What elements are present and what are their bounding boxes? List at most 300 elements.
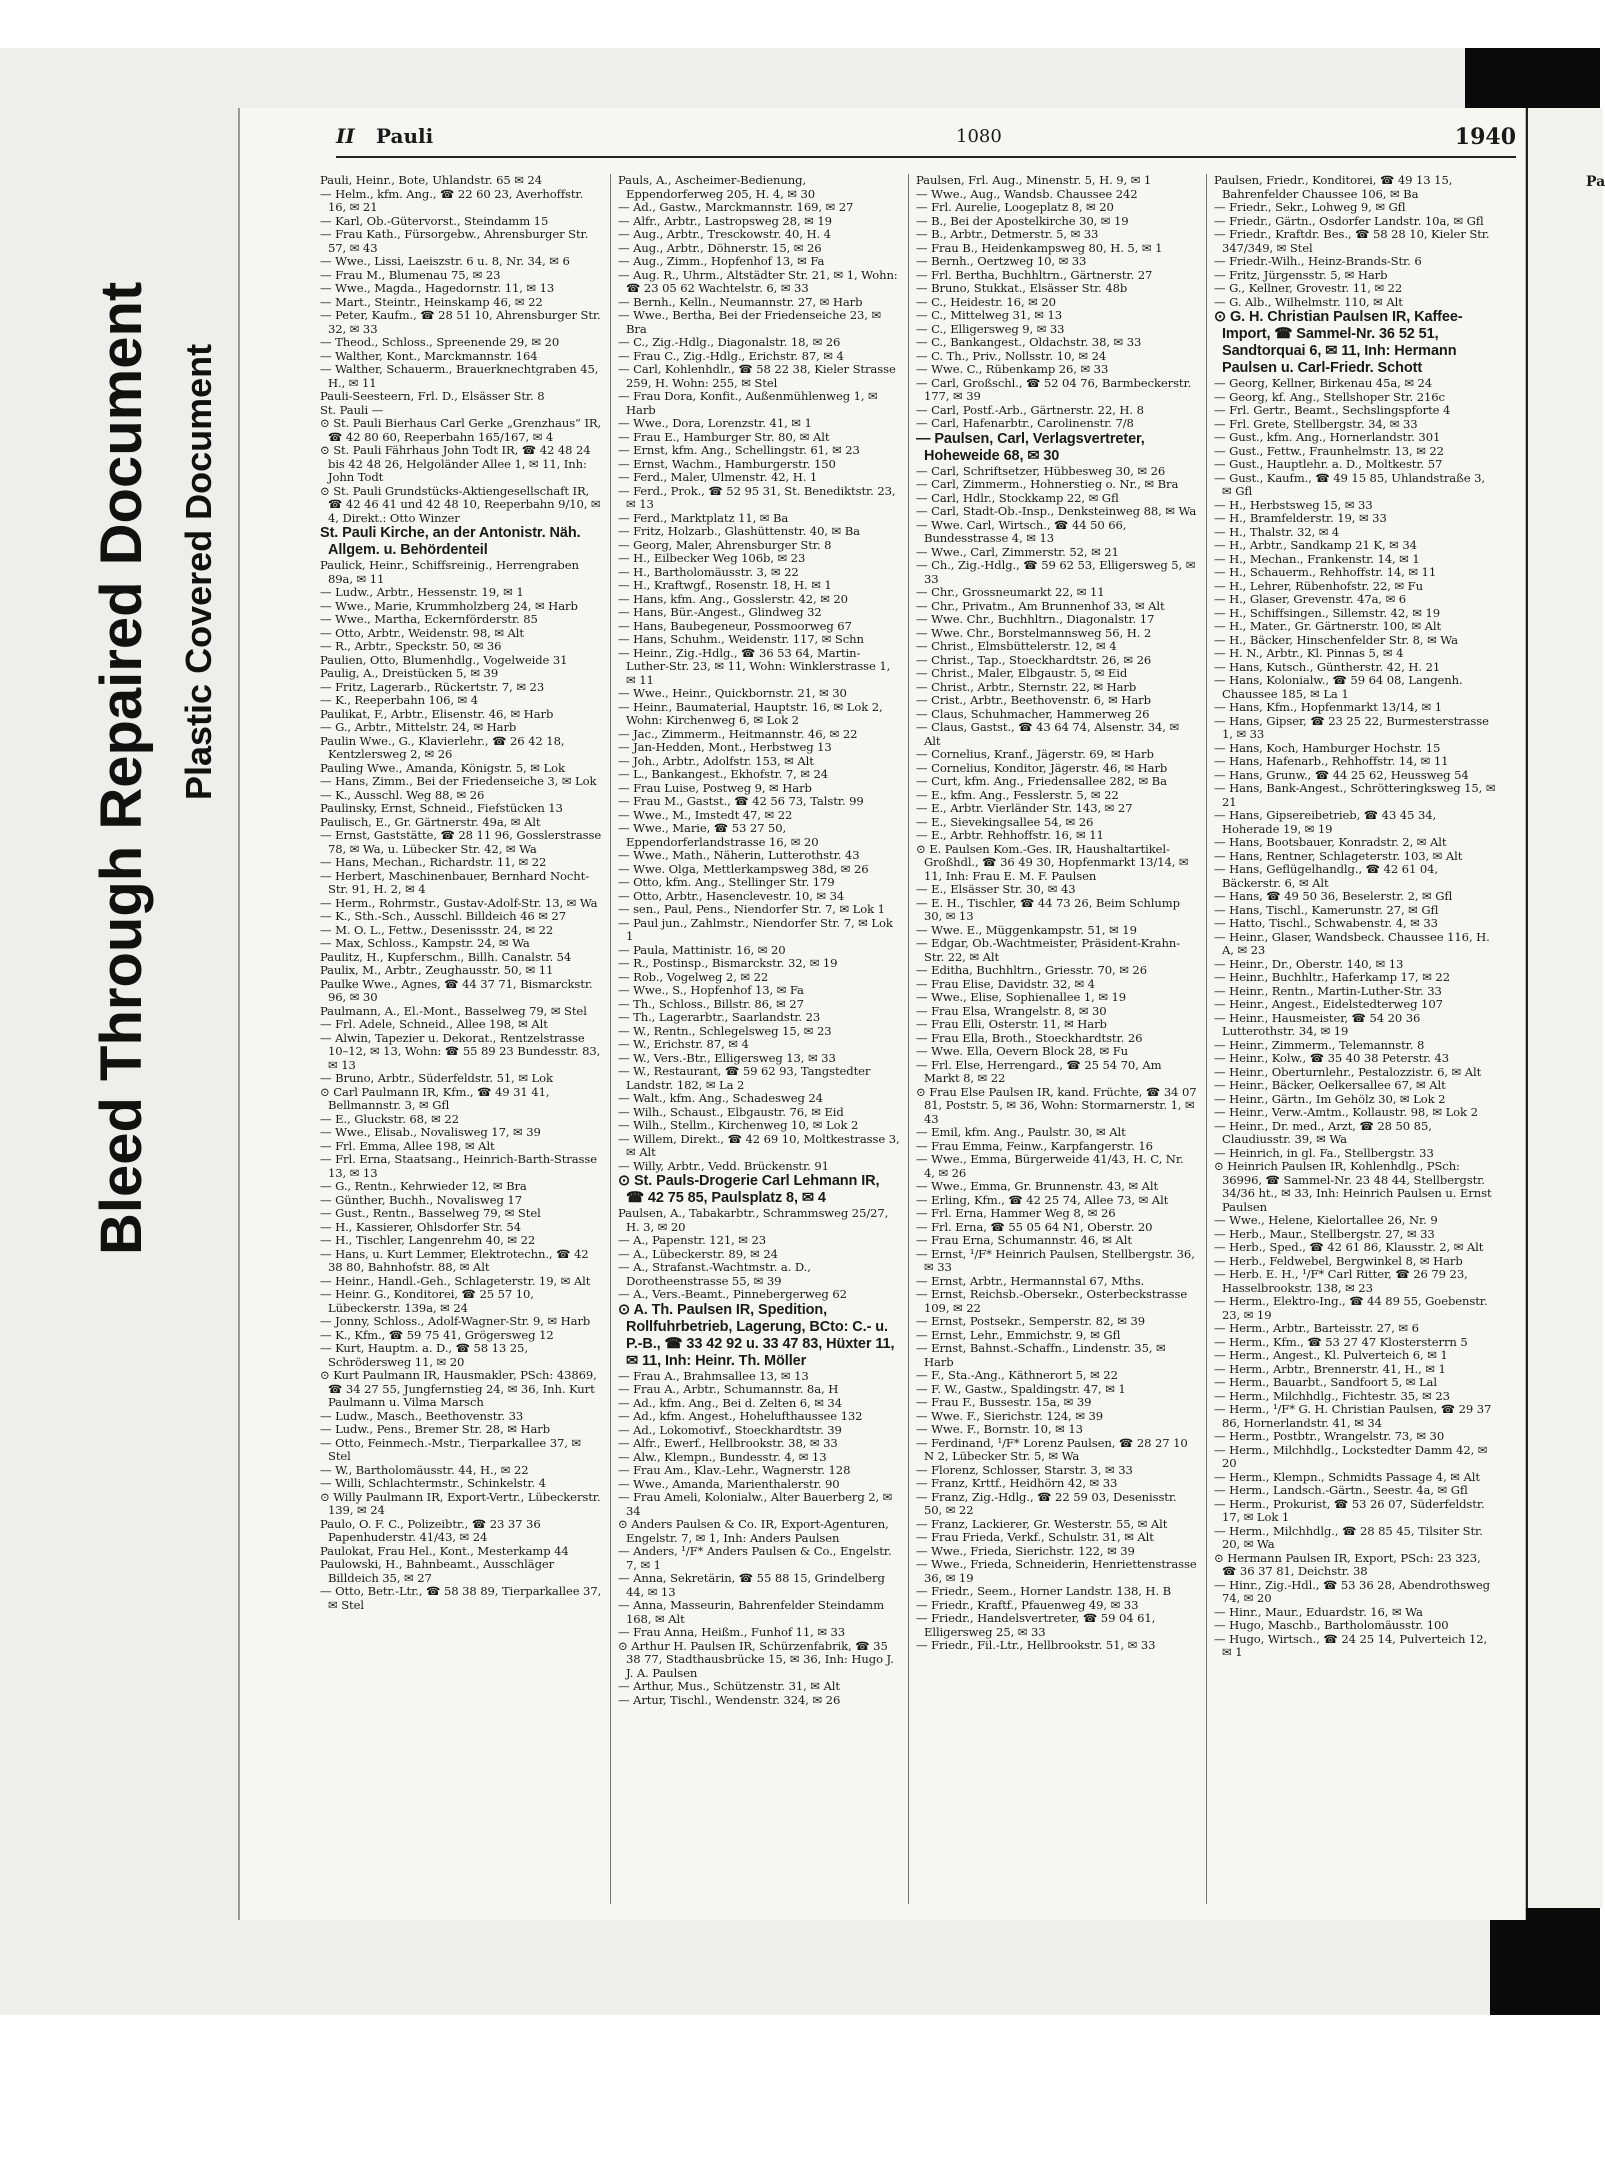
- directory-entry: — Frau A., Arbtr., Schumannstr. 8a, H: [618, 1382, 839, 1396]
- directory-entry: — Heinr., Handl.-Geh., Schlageterstr. 19, ✉ Alt: [320, 1273, 591, 1288]
- directory-entry: — Hans, Gipser, ☎ 23 25 22, Burmesterstrasse 1, ✉ 33: [1214, 713, 1489, 741]
- directory-entry: — Frau Luise, Postweg 9, ✉ Harb: [618, 780, 812, 795]
- directory-entry: — K., Reeperbahn 106, ✉ 4: [320, 693, 479, 707]
- directory-entry: — Wwe. E., Müggenkampstr. 51, ✉ 19: [916, 922, 1137, 937]
- directory-entry: — Wwe., Emma, Gr. Brunnenstr. 43, ✉ Alt: [916, 1179, 1159, 1193]
- directory-entry: — Herm., Elektro-Ing., ☎ 44 89 55, Goebenstr. 23, ✉ 19: [1214, 1294, 1488, 1322]
- directory-entry: — Frl. Emma, Allee 198, ✉ Alt: [320, 1138, 495, 1153]
- directory-entry: — Hans, Geflügelhandlg., ☎ 42 61 04, Bäckerstr. 6, ✉ Alt: [1214, 862, 1438, 890]
- directory-entry: — K., Ausschl. Weg 88, ✉ 26: [320, 787, 485, 802]
- directory-entry: — Anna, Sekretärin, ☎ 55 88 15, Grindelberg 44, ✉ 13: [618, 1571, 885, 1599]
- directory-entry: — Aug., Arbtr., Tresckowstr. 40, H. 4: [618, 227, 831, 241]
- directory-entry: — Herb., Feldwebel, Bergwinkel 8, ✉ Harb: [1214, 1253, 1463, 1268]
- directory-entry: — H., Bäcker, Hinschenfelder Str. 8, ✉ Wa: [1214, 632, 1458, 647]
- directory-entry: — Hans, Bank-Angest., Schrötteringksweg 15, ✉ 21: [1214, 781, 1496, 809]
- directory-entry: Pauls, A., Ascheimer-Bedienung, Eppendorferweg 205, H. 4, ✉ 30: [618, 173, 816, 201]
- directory-entry: Paulke Wwe., Agnes, ☎ 44 37 71, Bismarckstr. 96, ✉ 30: [320, 976, 593, 1004]
- directory-entry: — Wwe., Elisab., Novalisweg 17, ✉ 39: [320, 1125, 541, 1139]
- column-2: [618, 174, 900, 1904]
- directory-entry: — Curt, kfm. Ang., Friedensallee 282, ✉ Ba: [916, 774, 1167, 788]
- directory-entry: — Peter, Kaufm., ☎ 28 51 10, Ahrensburger Str. 32, ✉ 33: [320, 308, 601, 336]
- directory-entry: — Jac., Zimmerm., Heitmannstr. 46, ✉ 22: [618, 726, 858, 741]
- directory-entry: — Herm., Angest., Kl. Pulverteich 6, ✉ 1: [1214, 1348, 1448, 1362]
- directory-entry: — Friedr.-Wilh., Heinz-Brands-Str. 6: [1214, 254, 1422, 268]
- directory-entry: — Claus, Gastst., ☎ 43 64 74, Alsenstr. 34, ✉ Alt: [916, 720, 1180, 748]
- directory-entry: — Jan-Hedden, Mont., Herbstweg 13: [618, 740, 832, 754]
- directory-entry: — Friedr., Gärtn., Osdorfer Landstr. 10a, ✉ Gfl: [1214, 213, 1484, 228]
- directory-entry: — Frau Kath., Fürsorgebw., Ahrensburger Str. 57, ✉ 43: [320, 227, 589, 255]
- top-margin: [0, 0, 1600, 48]
- directory-entry: — E., Elsässer Str. 30, ✉ 43: [916, 882, 1076, 896]
- directory-entry: — Frl. Adele, Schneid., Allee 198, ✉ Alt: [320, 1017, 548, 1031]
- directory-entry: — Friedr., Kraftf., Pfauenweg 49, ✉ 33: [916, 1597, 1139, 1612]
- directory-entry: — Hinr., Maur., Eduardstr. 16, ✉ Wa: [1214, 1604, 1423, 1619]
- directory-entry: — Jonny, Schloss., Adolf-Wagner-Str. 9, ✉ Harb: [320, 1314, 591, 1328]
- side-label-plastic-covered: Plastic Covered Document: [178, 343, 219, 800]
- directory-entry: St. Pauli —: [320, 402, 384, 417]
- directory-entry: — Aug. R., Uhrm., Altstädter Str. 21, ✉ 1, Wohn: ☎ 23 05 62 Wachtelstr. 6, ✉ 33: [618, 267, 898, 295]
- directory-entry: — Wwe., Elise, Sophienallee 1, ✉ 19: [916, 990, 1127, 1004]
- directory-entry: — H., Bramfelderstr. 19, ✉ 33: [1214, 511, 1387, 525]
- directory-entry: — C., Heidestr. 16, ✉ 20: [916, 294, 1056, 309]
- directory-entry: — H., Herbstsweg 15, ✉ 33: [1214, 497, 1373, 512]
- directory-entry: — Gust., Kaufm., ☎ 49 15 85, Uhlandstraße 3, ✉ Gfl: [1214, 470, 1485, 498]
- directory-entry: — Ferd., Maler, Ulmenstr. 42, H. 1: [618, 470, 818, 484]
- directory-entry: — Carl, Großschl., ☎ 52 04 76, Barmbeckerstr. 177, ✉ 39: [916, 375, 1192, 403]
- directory-entry: ⊙ Carl Paulmann IR, Kfm., ☎ 49 31 41, Bellmannstr. 3, ✉ Gfl: [320, 1084, 550, 1112]
- directory-entry: — Carl, Hafenarbtr., Carolinenstr. 7/8: [916, 416, 1134, 430]
- directory-entry: — A., Vers.-Beamt., Pinnebergerweg 62: [618, 1287, 847, 1301]
- directory-entry: — Wwe., S., Hopfenhof 13, ✉ Fa: [618, 983, 804, 997]
- directory-entry: — Frau M., Blumenau 75, ✉ 23: [320, 267, 501, 282]
- directory-entry: — Carl, Kohlenhdlr., ☎ 58 22 38, Kieler Strasse 259, H. Wohn: 255, ✉ Stel: [618, 362, 896, 390]
- directory-entry: — Wwe. Ella, Oevern Block 28, ✉ Fu: [916, 1044, 1129, 1058]
- directory-entry: — F. W., Gastw., Spaldingstr. 47, ✉ 1: [916, 1381, 1126, 1396]
- directory-entry: — Gust., Rentn., Basselweg 79, ✉ Stel: [320, 1206, 541, 1220]
- directory-entry: — G. Alb., Wilhelmstr. 110, ✉ Alt: [1214, 294, 1403, 309]
- directory-entry: — R., Postinsp., Bismarckstr. 32, ✉ 19: [618, 956, 838, 970]
- directory-entry: — Helm., kfm. Ang., ☎ 22 60 23, Averhoffstr. 16, ✉ 21: [320, 186, 584, 214]
- directory-entry: — Wwe., Marie, Krummholzberg 24, ✉ Harb: [320, 598, 578, 613]
- directory-entry: — Hans, Tischl., Kamerunstr. 27, ✉ Gfl: [1214, 902, 1439, 917]
- directory-entry: ⊙ Frau Else Paulsen IR, kand. Früchte, ☎ 34 07 81, Poststr. 5, ✉ 36, Wohn: Stormarnerstr. 1, ✉ 43: [916, 1084, 1197, 1126]
- header-year: 1940: [1454, 124, 1516, 150]
- directory-entry: — G., Arbtr., Mittelstr. 24, ✉ Harb: [320, 720, 517, 734]
- directory-page: [238, 108, 1525, 1920]
- directory-entry: — Wwe., Carl, Zimmerstr. 52, ✉ 21: [916, 544, 1119, 559]
- directory-entry: — H., Bartholomäusstr. 3, ✉ 22: [618, 564, 799, 579]
- directory-entry: — Willem, Direkt., ☎ 42 69 10, Moltkestrasse 3, ✉ Alt: [618, 1131, 900, 1159]
- directory-entry: — Ludw., Pens., Bremer Str. 28, ✉ Harb: [320, 1422, 551, 1436]
- directory-entry: — B., Bei der Apostelkirche 30, ✉ 19: [916, 213, 1129, 228]
- directory-entry: — Karl, Ob.-Gütervorst., Steindamm 15: [320, 213, 549, 228]
- directory-entry: — Ernst, Postsekr., Semperstr. 82, ✉ 39: [916, 1314, 1146, 1328]
- directory-entry: — Friedr., Seem., Horner Landstr. 138, H. B: [916, 1584, 1172, 1598]
- directory-entry: — Ad., Lokomotivf., Stoeckhardtstr. 39: [618, 1422, 842, 1437]
- directory-entry: — Ad., kfm. Angest., Hohelufthaussee 132: [618, 1409, 863, 1423]
- directory-entry: — Frau A., Brahmsallee 13, ✉ 13: [618, 1368, 809, 1383]
- directory-entry: — Frau Dora, Konfit., Außenmühlenweg 1, ✉ Harb: [618, 389, 878, 417]
- directory-entry: — Ad., Gastw., Marckmannstr. 169, ✉ 27: [618, 200, 854, 214]
- directory-entry: — H., Glaser, Grevenstr. 47a, ✉ 6: [1214, 592, 1407, 606]
- directory-entry: — Bruno, Stukkat., Elsässer Str. 48b: [916, 281, 1128, 295]
- directory-entry: — Ernst, kfm. Ang., Schellingstr. 61, ✉ 23: [618, 443, 860, 457]
- directory-entry: — Ernst, Lehr., Emmichstr. 9, ✉ Gfl: [916, 1327, 1121, 1342]
- directory-entry: — Frl. Gertr., Beamt., Sechslingspforte 4: [1214, 403, 1451, 417]
- directory-entry: — Gust., Hauptlehr. a. D., Moltkestr. 57: [1214, 457, 1443, 471]
- directory-entry: — Herm., Landsch.-Gärtn., Seestr. 4a, ✉ Gfl: [1214, 1483, 1468, 1497]
- directory-entry: — Otto, kfm. Ang., Stellinger Str. 179: [618, 875, 835, 889]
- directory-entry: — Friedr., Fil.-Ltr., Hellbrookstr. 51, ✉ 33: [916, 1638, 1156, 1652]
- directory-entry: — Hugo, Maschb., Bartholomäusstr. 100: [1214, 1618, 1449, 1632]
- directory-entry: — Hans, Bootsbauer, Konradstr. 2, ✉ Alt: [1214, 835, 1447, 849]
- directory-entry: — W., Vers.-Btr., Elligersweg 13, ✉ 33: [618, 1050, 836, 1065]
- directory-entry: — Heinr., Gärtn., Im Gehölz 30, ✉ Lok 2: [1214, 1091, 1446, 1106]
- directory-entry: — Hans, Rentner, Schlageterstr. 103, ✉ Alt: [1214, 848, 1463, 863]
- directory-entry: — W., Restaurant, ☎ 59 62 93, Tangstedter Landstr. 182, ✉ La 2: [618, 1064, 871, 1092]
- directory-entry: — C., Zig.-Hdlg., Diagonalstr. 18, ✉ 26: [618, 335, 841, 349]
- directory-entry: — Wwe., Bertha, Bei der Friedenseiche 23, ✉ Bra: [618, 308, 882, 336]
- directory-entry: — Frau Elise, Davidstr. 32, ✉ 4: [916, 976, 1095, 991]
- directory-entry: — Herm., Postbtr., Wrangelstr. 73, ✉ 30: [1214, 1429, 1445, 1443]
- directory-entry: ⊙ St. Pauls-Drogerie Carl Lehmann IR, ☎ 42 75 85, Paulsplatz 8, ✉ 4: [618, 1173, 880, 1206]
- directory-entry: — Frau Elsa, Wrangelstr. 8, ✉ 30: [916, 1003, 1107, 1018]
- directory-entry: — Fritz, Holzarb., Glashüttenstr. 40, ✉ Ba: [618, 524, 860, 538]
- directory-entry: — W., Rentn., Schlegelsweg 15, ✉ 23: [618, 1023, 832, 1038]
- directory-entry: — Heinr., Verw.-Amtm., Kollaustr. 98, ✉ Lok 2: [1214, 1105, 1478, 1119]
- directory-entry: ⊙ St. Pauli Fährhaus John Todt IR, ☎ 42 48 24 bis 42 48 26, Helgoländer Allee 1, ✉ 11, Inh: John Todt: [320, 443, 591, 484]
- page-number: 1080: [956, 126, 1002, 147]
- directory-entry: — Heinr., Glaser, Wandsbeck. Chaussee 116, H. A, ✉ 23: [1214, 929, 1490, 957]
- directory-entry: — A., Lübeckerstr. 89, ✉ 24: [618, 1246, 778, 1261]
- directory-entry: — Alw., Klempn., Bundesstr. 4, ✉ 13: [618, 1449, 827, 1464]
- directory-entry: Paulowski, H., Bahnbeamt., Ausschläger Billdeich 35, ✉ 27: [320, 1557, 555, 1585]
- directory-entry: — H., Schiffsingen., Sillemstr. 42, ✉ 19: [1214, 605, 1441, 620]
- directory-entry: — Bruno, Arbtr., Süderfeldstr. 51, ✉ Lok: [320, 1071, 553, 1085]
- directory-entry: — H., Tischler, Langenrehm 40, ✉ 22: [320, 1233, 536, 1247]
- directory-entry: — Heinr., Zimmerm., Telemannstr. 8: [1214, 1037, 1425, 1052]
- directory-entry: — Hans, kfm. Ang., Gosslerstr. 42, ✉ 20: [618, 591, 848, 606]
- next-page-fragment: Pa: [1586, 174, 1605, 190]
- directory-entry: — Paul jun., Zahlmstr., Niendorfer Str. 7, ✉ Lok 1: [618, 915, 893, 943]
- directory-entry: — Otto, Betr.-Ltr., ☎ 58 38 89, Tierparkallee 37, ✉ Stel: [320, 1584, 602, 1612]
- directory-entry: — Carl, Schriftsetzer, Hübbesweg 30, ✉ 26: [916, 463, 1166, 478]
- directory-entry: — Wwe., Magda., Hagedornstr. 11, ✉ 13: [320, 281, 555, 295]
- directory-entry: — Max, Schloss., Kampstr. 24, ✉ Wa: [320, 936, 530, 950]
- directory-entry: — Frau Am., Klav.-Lehr., Wagnerstr. 128: [618, 1463, 851, 1477]
- directory-entry: Paulo, O. F. C., Polizeibtr., ☎ 23 37 36 Papenhuderstr. 41/43, ✉ 24: [320, 1516, 541, 1544]
- directory-entry: — Heinr., Baumaterial, Hauptstr. 16, ✉ Lok 2, Wohn: Kirchenweg 6, ✉ Lok 2: [618, 699, 883, 727]
- directory-entry: — Herm., Prokurist, ☎ 53 26 07, Süderfeldstr. 17, ✉ Lok 1: [1214, 1496, 1485, 1524]
- directory-entry: — Bernh., Oertzweg 10, ✉ 33: [916, 254, 1087, 268]
- directory-entry: — Ernst, Arbtr., Hermannstal 67, Mths.: [916, 1273, 1145, 1288]
- directory-entry: — G., Rentn., Kehrwieder 12, ✉ Bra: [320, 1179, 527, 1193]
- directory-entry: — A., Strafanst.-Wachtmstr. a. D., Dorotheenstrasse 55, ✉ 39: [618, 1260, 811, 1288]
- directory-entry: — W., Bartholomäusstr. 44, H., ✉ 22: [320, 1462, 529, 1477]
- directory-entry: — Frl. Erna, Hammer Weg 8, ✉ 26: [916, 1206, 1116, 1220]
- directory-entry: — E. H., Tischler, ☎ 44 73 26, Beim Schlump 30, ✉ 13: [916, 895, 1180, 923]
- directory-entry: — Chr., Privatm., Am Brunnenhof 33, ✉ Alt: [916, 598, 1165, 613]
- directory-entry: — Willy, Arbtr., Vedd. Brückenstr. 91: [618, 1158, 829, 1173]
- directory-entry: — Hans, Kfm., Hopfenmarkt 13/14, ✉ 1: [1214, 700, 1442, 714]
- directory-entry: — Gust., Fettw., Fraunhelmstr. 13, ✉ 22: [1214, 443, 1444, 458]
- directory-entry: — Ludw., Arbtr., Hessenstr. 19, ✉ 1: [320, 585, 524, 599]
- directory-entry: — Erling, Kfm., ☎ 42 25 74, Allee 73, ✉ Alt: [916, 1192, 1169, 1207]
- directory-entry: — Heinr., Kolw., ☎ 35 40 38 Peterstr. 43: [1214, 1051, 1450, 1065]
- directory-entry: — Artur, Tischl., Wendenstr. 324, ✉ 26: [618, 1692, 841, 1707]
- directory-entry: — Carl, Hdlr., Stockkamp 22, ✉ Gfl: [916, 490, 1119, 505]
- directory-entry: — G., Kellner, Grovestr. 11, ✉ 22: [1214, 281, 1403, 295]
- directory-entry: — Frl. Erna, Staatsang., Heinrich-Barth-Strasse 13, ✉ 13: [320, 1152, 597, 1180]
- directory-entry: — Friedr., Handelsvertreter, ☎ 59 04 61, Elligersweg 25, ✉ 33: [916, 1611, 1156, 1639]
- directory-entry: — Wwe., Emma, Bürgerweide 41/43, H. C, Nr. 4, ✉ 26: [916, 1152, 1184, 1180]
- directory-entry: — Walt., kfm. Ang., Schadesweg 24: [618, 1091, 823, 1105]
- directory-entry: — Wwe. F., Sierichstr. 124, ✉ 39: [916, 1408, 1104, 1423]
- directory-entry: — Hans, Schuhm., Weidenstr. 117, ✉ Schn: [618, 632, 864, 646]
- directory-entry: — Heinr., Dr., Oberstr. 140, ✉ 13: [1214, 956, 1404, 971]
- directory-entry: — Heinr., Buchhltr., Haferkamp 17, ✉ 22: [1214, 970, 1450, 984]
- directory-entry: — Heinr., Rentn., Martin-Luther-Str. 33: [1214, 983, 1442, 998]
- directory-entry: — Ernst, Bahnst.-Schaffn., Lindenstr. 35, ✉ Harb: [916, 1341, 1166, 1369]
- directory-entry: — Wwe., Lissi, Laeiszstr. 6 u. 8, Nr. 34, ✉ 6: [320, 254, 570, 268]
- directory-entry: — Otto, Feinmech.-Mstr., Tierparkallee 37, ✉ Stel: [320, 1435, 582, 1463]
- directory-entry: — Wwe. Carl, Wirtsch., ☎ 44 50 66, Bundesstrasse 4, ✉ 13: [916, 517, 1127, 545]
- directory-entry: — Hans, Bür.-Angest., Glindweg 32: [618, 605, 822, 619]
- column-4: [1214, 174, 1496, 1904]
- directory-entry: — Hans, Grunw., ☎ 44 25 62, Heussweg 54: [1214, 767, 1469, 782]
- directory-entry: — Wwe., Martha, Eckernförderstr. 85: [320, 612, 538, 626]
- directory-entry: Paulokat, Frau Hel., Kont., Mesterkamp 44: [320, 1543, 569, 1558]
- directory-entry: — Arthur, Mus., Schützenstr. 31, ✉ Alt: [618, 1679, 840, 1693]
- directory-entry: — Carl, Zimmerm., Hohnerstieg o. Nr., ✉ Bra: [916, 477, 1179, 491]
- column-divider: [1206, 174, 1207, 1904]
- directory-entry: — E., Arbtr. Vierländer Str. 143, ✉ 27: [916, 801, 1133, 815]
- directory-columns: [320, 174, 1520, 1904]
- directory-entry: — Theod., Schloss., Spreenende 29, ✉ 20: [320, 335, 560, 349]
- directory-entry: — Frau E., Hamburger Str. 80, ✉ Alt: [618, 429, 830, 444]
- directory-entry: Paulinsky, Ernst, Schneid., Fiefstücken 13: [320, 801, 563, 815]
- directory-entry: Paulmann, A., El.-Mont., Basselweg 79, ✉ Stel: [320, 1003, 587, 1018]
- directory-entry: — Wwe., Frieda, Schneiderin, Henriettenstrasse 36, ✉ 19: [916, 1557, 1197, 1585]
- directory-entry: — Wwe., Dora, Lorenzstr. 41, ✉ 1: [618, 416, 812, 430]
- directory-entry: — Walther, Kont., Marckmannstr. 164: [320, 348, 538, 363]
- directory-entry: — Frl. Else, Herrengard., ☎ 25 54 70, Am Markt 8, ✉ 22: [916, 1057, 1162, 1085]
- directory-entry: — Hatto, Tischl., Schwabenstr. 4, ✉ 33: [1214, 916, 1438, 930]
- directory-entry: ⊙ Arthur H. Paulsen IR, Schürzenfabrik, ☎ 35 38 77, Stadthausbrücke 15, ✉ 36, Inh: Hugo J. J. A. Paulsen: [618, 1638, 894, 1680]
- directory-entry: — Willi, Schlachtermstr., Schinkelstr. 4: [320, 1476, 546, 1490]
- directory-entry: — E., Arbtr. Rehhoffstr. 16, ✉ 11: [916, 828, 1104, 842]
- directory-entry: — Otto, Arbtr., Weidenstr. 98, ✉ Alt: [320, 625, 524, 640]
- directory-entry: — A., Papenstr. 121, ✉ 23: [618, 1233, 767, 1247]
- directory-entry: Pauling Wwe., Amanda, Königstr. 5, ✉ Lok: [320, 760, 565, 775]
- directory-entry: — Claus, Schuhmacher, Hammerweg 26: [916, 706, 1150, 721]
- directory-entry: — Ferdinand, ¹/F* Lorenz Paulsen, ☎ 28 27 10 N 2, Lübecker Str. 5, ✉ Wa: [916, 1435, 1188, 1463]
- directory-entry: — Paulsen, Carl, Verlagsvertreter, Hoheweide 68, ✉ 30: [916, 430, 1145, 464]
- directory-entry: — Christ., Elmsbüttelerstr. 12, ✉ 4: [916, 639, 1117, 653]
- directory-entry: — Wwe., Helene, Kielortallee 26, Nr. 9: [1214, 1213, 1438, 1227]
- directory-entry: — sen., Paul, Pens., Niendorfer Str. 7, ✉ Lok 1: [618, 902, 885, 916]
- directory-entry: — Herb., Maur., Stellbergstr. 27, ✉ 33: [1214, 1226, 1435, 1241]
- directory-entry: — E., Sievekingsallee 54, ✉ 26: [916, 814, 1094, 829]
- directory-entry: ⊙ G. H. Christian Paulsen IR, Kaffee-Import, ☎ Sammel-Nr. 36 52 51, Sandtorquai 6, ✉ 11, Inh: Hermann Paulsen u. Carl-Friedr. Schott: [1214, 309, 1463, 376]
- directory-entry: — Herm., Rohrmstr., Gustav-Adolf-Str. 13, ✉ Wa: [320, 895, 598, 910]
- directory-entry: — Herbert, Maschinenbauer, Bernhard Nocht-Str. 91, H. 2, ✉ 4: [320, 868, 590, 896]
- directory-entry: — H., Mechan., Frankenstr. 14, ✉ 1: [1214, 551, 1420, 566]
- directory-entry: — Anders, ¹/F* Anders Paulsen & Co., Engelstr. 7, ✉ 1: [618, 1544, 892, 1572]
- directory-entry: — Editha, Buchhltrn., Griesstr. 70, ✉ 26: [916, 963, 1147, 977]
- directory-entry: — H., Arbtr., Sandkamp 21 K, ✉ 34: [1214, 538, 1417, 552]
- directory-entry: — Heinr., Dr. med., Arzt, ☎ 28 50 85, Claudiusstr. 39, ✉ Wa: [1214, 1118, 1432, 1146]
- directory-entry: — H., Schauerm., Rehhoffstr. 14, ✉ 11: [1214, 565, 1437, 579]
- directory-entry: — Wwe. F., Bornstr. 10, ✉ 13: [916, 1422, 1083, 1436]
- directory-entry: — Hans, Kolonialw., ☎ 59 64 08, Langenh. Chaussee 185, ✉ La 1: [1214, 673, 1463, 701]
- directory-entry: — Frl. Bertha, Buchhltrn., Gärtnerstr. 27: [916, 267, 1153, 282]
- directory-entry: — Frl. Grete, Stellbergstr. 34, ✉ 33: [1214, 416, 1418, 431]
- directory-entry: — Herm., Milchhdlg., Lockstedter Damm 42, ✉ 20: [1214, 1442, 1488, 1470]
- directory-entry: — Edgar, Ob.-Wachtmeister, Präsident-Krahn-Str. 22, ✉ Alt: [916, 936, 1181, 964]
- column-1: [320, 174, 602, 1904]
- directory-entry: — Wilh., Stellm., Kirchenweg 10, ✉ Lok 2: [618, 1118, 859, 1132]
- directory-entry: — Rob., Vogelweg 2, ✉ 22: [618, 969, 769, 984]
- directory-entry: — Hans, Baubegeneur, Possmoorweg 67: [618, 618, 852, 633]
- directory-entry: — Wwe., Amanda, Marienthalerstr. 90: [618, 1476, 840, 1491]
- directory-entry: — Wwe. Olga, Mettlerkampsweg 38d, ✉ 26: [618, 861, 869, 876]
- directory-entry: — Anna, Masseurin, Bahrenfelder Steindamm 168, ✉ Alt: [618, 1598, 884, 1626]
- directory-entry: — Christ., Tap., Stoeckhardtstr. 26, ✉ 26: [916, 652, 1152, 667]
- directory-entry: — Paula, Mattinistr. 16, ✉ 20: [618, 942, 786, 957]
- directory-entry: — Crist., Arbtr., Beethovenstr. 6, ✉ Harb: [916, 693, 1151, 707]
- directory-entry: — Christ., Arbtr., Sternstr. 22, ✉ Harb: [916, 679, 1137, 694]
- directory-entry: — Frau Frieda, Verkf., Schulstr. 31, ✉ Alt: [916, 1530, 1154, 1544]
- directory-entry: — Heinrich, in gl. Fa., Stellbergstr. 33: [1214, 1145, 1434, 1160]
- directory-entry: Paulitz, H., Kupferschm., Billh. Canalstr. 54: [320, 949, 572, 964]
- directory-entry: — Heinr., Oberturnlehr., Pestalozzistr. 6, ✉ Alt: [1214, 1064, 1482, 1079]
- directory-entry: — Frau Elli, Osterstr. 11, ✉ Harb: [916, 1017, 1107, 1031]
- directory-entry: — Mart., Steintr., Heinskamp 46, ✉ 22: [320, 294, 543, 309]
- directory-entry: — Frl. Aurelie, Loogeplatz 8, ✉ 20: [916, 200, 1114, 214]
- directory-entry: — Wwe., Aug., Wandsb. Chaussee 242: [916, 186, 1138, 201]
- directory-entry: Paulisch, E., Gr. Gärtnerstr. 49a, ✉ Alt: [320, 814, 541, 829]
- directory-entry: — Franz, Krttf., Heidhörn 42, ✉ 33: [916, 1476, 1118, 1490]
- directory-entry: ⊙ Kurt Paulmann IR, Hausmakler, PSch: 43869, ☎ 34 27 55, Jungfernstieg 24, ✉ 36, Inh. Kurt Paulmann u. Vilma Marsch: [320, 1368, 597, 1409]
- directory-entry: — Frau C., Zig.-Hdlg., Erichstr. 87, ✉ 4: [618, 348, 844, 363]
- directory-entry: — Th., Lagerarbtr., Saarlandstr. 23: [618, 1010, 821, 1024]
- directory-entry: — Herm., Milchhdlg., ☎ 28 85 45, Tilsiter Str. 20, ✉ Wa: [1214, 1523, 1483, 1551]
- directory-entry: — Wwe. Chr., Buchhltrn., Diagonalstr. 17: [916, 612, 1155, 626]
- directory-entry: — Ferd., Marktplatz 11, ✉ Ba: [618, 510, 789, 525]
- directory-entry: — Wwe., Math., Näherin, Lutterothstr. 43: [618, 848, 860, 862]
- directory-entry: — F., Sta.-Ang., Käthnerort 5, ✉ 22: [916, 1368, 1118, 1382]
- header-section: II: [336, 124, 355, 148]
- directory-entry: — Gust., kfm. Ang., Hornerlandstr. 301: [1214, 430, 1441, 444]
- directory-entry: — Cornelius, Kranf., Jägerstr. 69, ✉ Harb: [916, 747, 1154, 761]
- directory-entry: Paulsen, Frl. Aug., Minenstr. 5, H. 9, ✉ 1: [916, 173, 1152, 187]
- directory-entry: — Hans, Kutsch., Güntherstr. 42, H. 21: [1214, 659, 1441, 674]
- directory-entry: Paulick, Heinr., Schiffsreinig., Herrengraben 89a, ✉ 11: [320, 558, 579, 586]
- directory-entry: — M. O. L., Fettw., Desenissstr. 24, ✉ 22: [320, 922, 554, 937]
- directory-entry: — Wwe. C., Rübenkamp 26, ✉ 33: [916, 362, 1109, 376]
- directory-entry: Paulix, M., Arbtr., Zeughausstr. 50, ✉ 11: [320, 963, 554, 977]
- column-3: [916, 174, 1198, 1904]
- directory-entry: — Wwe. Chr., Borstelmannsweg 56, H. 2: [916, 625, 1152, 640]
- directory-entry: — Herb. E. H., ¹/F* Carl Ritter, ☎ 26 79 23, Hasselbrookstr. 138, ✉ 23: [1214, 1267, 1468, 1295]
- directory-entry: — H., Kraftwgf., Rosenstr. 18, H. ✉ 1: [618, 578, 832, 592]
- directory-entry: — Hans, u. Kurt Lemmer, Elektrotechn., ☎ 42 38 80, Bahnhofstr. 88, ✉ Alt: [320, 1246, 589, 1274]
- directory-entry: — Georg, Maler, Ahrensburger Str. 8: [618, 537, 832, 552]
- bottom-margin: [0, 2015, 1600, 2177]
- directory-entry: — Frau Erna, Schumannstr. 46, ✉ Alt: [916, 1233, 1132, 1247]
- directory-entry: — W., Erichstr. 87, ✉ 4: [618, 1037, 749, 1051]
- directory-entry: ⊙ Anders Paulsen & Co. IR, Export-Agenturen, Engelstr. 7, ✉ 1, Inh: Anders Paulsen: [618, 1517, 889, 1545]
- directory-entry: — Herm., ¹/F* G. H. Christian Paulsen, ☎ 29 37 86, Hornerlandstr. 41, ✉ 34: [1214, 1402, 1492, 1430]
- directory-entry: — Herm., Arbtr., Brennerstr. 41, H., ✉ 1: [1214, 1361, 1446, 1376]
- directory-entry: ⊙ Heinrich Paulsen IR, Kohlenhdlg., PSch: 36996, ☎ Sammel-Nr. 23 48 44, Stellbergstr. 34/36 ht., ✉ 33, Inh: Heinrich Paulsen u. Ernst Paulsen: [1214, 1159, 1492, 1214]
- directory-entry: — Christ., Maler, Elbgaustr. 5, ✉ Eid: [916, 666, 1128, 680]
- directory-entry: — Ludw., Masch., Beethovenstr. 33: [320, 1408, 524, 1423]
- directory-entry: — Ad., kfm. Ang., Bei d. Zelten 6, ✉ 34: [618, 1395, 842, 1410]
- directory-entry: — Heinr., Bäcker, Oelkersallee 67, ✉ Alt: [1214, 1078, 1446, 1092]
- directory-entry: — Heinr., Hausmeister, ☎ 54 20 36 Lutterothstr. 34, ✉ 19: [1214, 1010, 1421, 1038]
- directory-entry: — Wwe., Heinr., Quickbornstr. 21, ✉ 30: [618, 686, 847, 700]
- directory-entry: — Frau Emma, Feinw., Karpfangerstr. 16: [916, 1138, 1153, 1153]
- directory-entry: — Georg, kf. Ang., Stellshoper Str. 216c: [1214, 389, 1445, 404]
- directory-entry: — Hans, Hafenarb., Rehhoffstr. 14, ✉ 11: [1214, 754, 1449, 768]
- directory-entry: — Hans, Zimm., Bei der Friedenseiche 3, ✉ Lok: [320, 774, 597, 788]
- directory-entry: — Hans, Koch, Hamburger Hochstr. 15: [1214, 740, 1441, 755]
- directory-entry: — H., Mater., Gr. Gärtnerstr. 100, ✉ Alt: [1214, 619, 1442, 633]
- directory-entry: — K., Kfm., ☎ 59 75 41, Grögersweg 12: [320, 1327, 554, 1342]
- directory-entry: ⊙ E. Paulsen Kom.-Ges. IR, Haushaltartikel-Großhdl., ☎ 36 49 30, Hopfenmarkt 13/14, ✉ 11, Inh: Frau E. M. F. Paulsen: [916, 841, 1189, 883]
- directory-entry: — Fritz, Lagerarb., Rückertstr. 7, ✉ 23: [320, 679, 545, 694]
- directory-entry: Paulin Wwe., G., Klavierlehr., ☎ 26 42 18, Kentzlersweg 2, ✉ 26: [320, 733, 565, 761]
- directory-entry: — Herm., Milchhdlg., Fichtestr. 35, ✉ 23: [1214, 1388, 1450, 1403]
- directory-entry: — Ernst, Reichsb.-Obersekr., Osterbeckstrasse 109, ✉ 22: [916, 1287, 1188, 1315]
- directory-entry: — Kurt, Hauptm. a. D., ☎ 58 13 25, Schrödersweg 11, ✉ 20: [320, 1341, 528, 1369]
- directory-entry: ⊙ Hermann Paulsen IR, Export, PSch: 23 323, ☎ 36 37 81, Deichstr. 38: [1214, 1550, 1481, 1578]
- directory-entry: — K., Sth.-Sch., Ausschl. Billdeich 46 ✉ 27: [320, 909, 566, 923]
- directory-entry: — B., Arbtr., Detmerstr. 5, ✉ 33: [916, 227, 1099, 241]
- directory-entry: — H., Thalstr. 32, ✉ 4: [1214, 524, 1340, 539]
- directory-entry: Paulsen, Friedr., Konditorei, ☎ 49 13 15, Bahrenfelder Chaussee 106, ✉ Ba: [1214, 173, 1453, 201]
- directory-entry: — Florenz, Schlosser, Starstr. 3, ✉ 33: [916, 1462, 1133, 1477]
- directory-entry: Pauli, Heinr., Bote, Uhlandstr. 65 ✉ 24: [320, 173, 542, 187]
- directory-entry: — Wwe., M., Imstedt 47, ✉ 22: [618, 807, 793, 822]
- directory-entry: — Fritz, Jürgensstr. 5, ✉ Harb: [1214, 267, 1388, 282]
- directory-entry: — H., Lehrer, Rübenhofstr. 22, ✉ Fu: [1214, 578, 1423, 593]
- next-page-edge: [1525, 108, 1603, 1908]
- directory-entry: — Herm., Arbtr., Barteisstr. 27, ✉ 6: [1214, 1321, 1419, 1335]
- directory-entry: ⊙ A. Th. Paulsen IR, Spedition, Rollfuhrbetrieb, Lagerung, BCto: C.- u. P.-B., ☎ 33 42 92 u. 33 47 83, Hüxter 11, ✉ 11, Inh: Heinr. Th. Möller: [618, 1301, 895, 1369]
- directory-entry: — Frl. Erna, ☎ 55 05 64 N1, Oberstr. 20: [916, 1219, 1153, 1234]
- directory-entry: — Cornelius, Konditor, Jägerstr. 46, ✉ Harb: [916, 760, 1168, 775]
- directory-entry: — Frau F., Bussestr. 15a, ✉ 39: [916, 1395, 1092, 1409]
- directory-entry: — Frau M., Gastst., ☎ 42 56 73, Talstr. 99: [618, 794, 864, 808]
- directory-entry: — Friedr., Kraftdr. Bes., ☎ 58 28 10, Kieler Str. 347/349, ✉ Stel: [1214, 227, 1490, 255]
- directory-entry: — R., Arbtr., Speckstr. 50, ✉ 36: [320, 639, 502, 653]
- directory-entry: — Herb., Sped., ☎ 42 61 86, Klausstr. 2, ✉ Alt: [1214, 1240, 1484, 1254]
- directory-entry: ⊙ Willy Paulmann IR, Export-Vertr., Lübeckerstr. 139, ✉ 24: [320, 1489, 601, 1517]
- side-label-bleed-through: Bleed Through Repaired Document: [89, 281, 154, 1255]
- directory-entry: — Franz, Lackierer, Gr. Westerstr. 55, ✉ Alt: [916, 1516, 1168, 1531]
- directory-entry: — E., Gluckstr. 68, ✉ 22: [320, 1111, 459, 1126]
- directory-entry: — Carl, Postf.-Arb., Gärtnerstr. 22, H. 8: [916, 402, 1144, 417]
- directory-entry: — Emil, kfm. Ang., Paulstr. 30, ✉ Alt: [916, 1125, 1126, 1139]
- directory-entry: — Alwin, Tapezier u. Dekorat., Rentzelstrasse 10–12, ✉ 13, Wohn: ☎ 55 89 23 Bundesstr. 83, ✉ 13: [320, 1030, 601, 1072]
- header-name: Pauli: [376, 124, 434, 148]
- directory-entry: — C., Mittelweg 31, ✉ 13: [916, 308, 1063, 322]
- directory-entry: — Ch., Zig.-Hdlg., ☎ 59 62 53, Elligersweg 5, ✉ 33: [916, 558, 1196, 586]
- directory-entry: — Wwe., Marie, ☎ 53 27 50, Eppendorferlandstrasse 16, ✉ 20: [618, 821, 819, 849]
